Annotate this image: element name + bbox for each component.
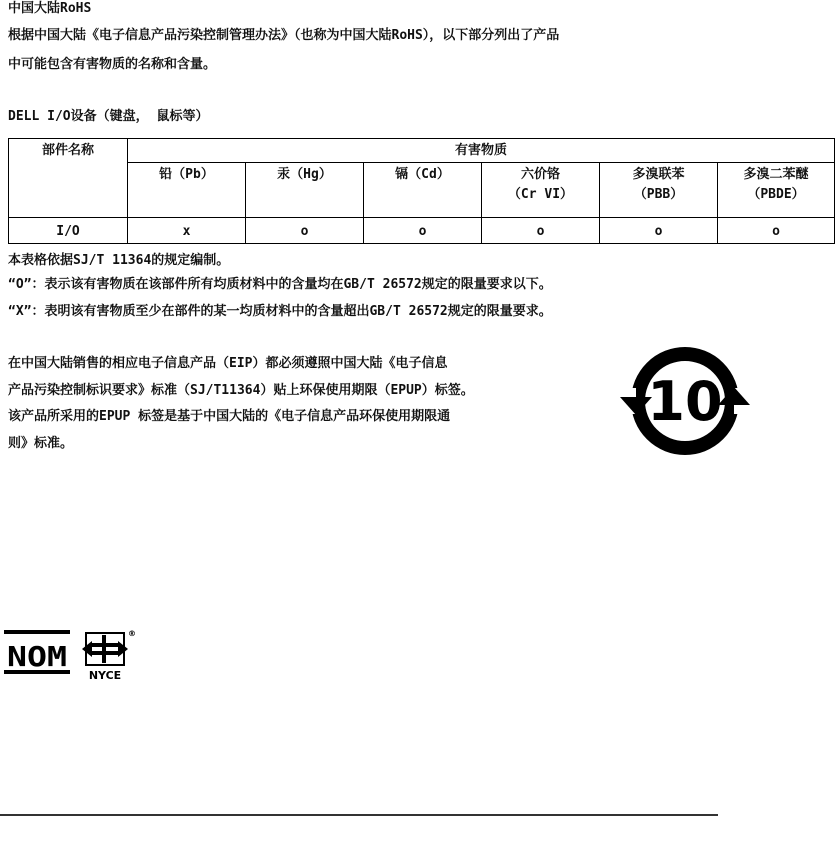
epup-line-1: 在中国大陆销售的相应电子信息产品（EIP）都必须遵照中国大陆《电子信息 bbox=[8, 356, 448, 371]
nom-logo bbox=[4, 628, 70, 676]
note-line-2: “O”：表示该有害物质在该部件所有均质材料中的含量均在GB/T 26572规定的限量要求以下。 bbox=[8, 277, 552, 292]
hazardous-substance-table bbox=[8, 138, 835, 244]
svg-text:10: 10 bbox=[647, 370, 723, 433]
epup-line-2: 产品污染控制标识要求》标准（SJ/T11364）贴上环保使用期限（EPUP）标签。 bbox=[8, 383, 474, 398]
table-cell-cadmium: o bbox=[364, 218, 482, 244]
substance-header-lead: 铅（Pb） bbox=[128, 163, 246, 218]
nyce-logo bbox=[78, 627, 134, 683]
substance-header-chromium: 六价铬 （Cr VI） bbox=[482, 163, 600, 218]
substance-header-mercury: 汞（Hg） bbox=[246, 163, 364, 218]
table-row-part: I/O bbox=[9, 218, 128, 244]
table-cell-lead: x bbox=[128, 218, 246, 244]
note-line-3: “X”：表明该有害物质至少在部件的某一均质材料中的含量超出GB/T 26572规定的限量要求。 bbox=[8, 304, 552, 319]
table-cell-chromium: o bbox=[482, 218, 600, 244]
substance-header-pbde: 多溴二苯醚 （PBDE） bbox=[718, 163, 835, 218]
part-name-header: 部件名称 bbox=[9, 139, 128, 218]
svg-text:NOM: NOM bbox=[7, 640, 67, 673]
epup-10-icon bbox=[620, 345, 750, 457]
substance-header-cadmium: 镉（Cd） bbox=[364, 163, 482, 218]
intro-line-1: 根据中国大陆《电子信息产品污染控制管理办法》（也称为中国大陆RoHS），以下部分列出了产品 bbox=[8, 28, 560, 43]
table-cell-pbde: o bbox=[718, 218, 835, 244]
svg-text:NYCE: NYCE bbox=[88, 669, 122, 682]
footer-rule bbox=[0, 814, 718, 816]
note-line-1: 本表格依据SJ/T 11364的规定编制。 bbox=[8, 253, 230, 268]
page-heading: 中国大陆RoHS bbox=[8, 1, 92, 16]
epup-line-4: 则》标准。 bbox=[8, 436, 74, 451]
svg-text:®: ® bbox=[128, 629, 136, 638]
hazardous-substances-header: 有害物质 bbox=[128, 139, 835, 163]
table-cell-mercury: o bbox=[246, 218, 364, 244]
intro-line-2: 中可能包含有害物质的名称和含量。 bbox=[8, 57, 217, 72]
epup-line-3: 该产品所采用的EPUP 标签是基于中国大陆的《电子信息产品环保使用期限通 bbox=[8, 409, 451, 424]
table-cell-pbb: o bbox=[600, 218, 718, 244]
substance-header-pbb: 多溴联苯 （PBB） bbox=[600, 163, 718, 218]
device-heading: DELL I/O设备（键盘， 鼠标等） bbox=[8, 109, 209, 124]
